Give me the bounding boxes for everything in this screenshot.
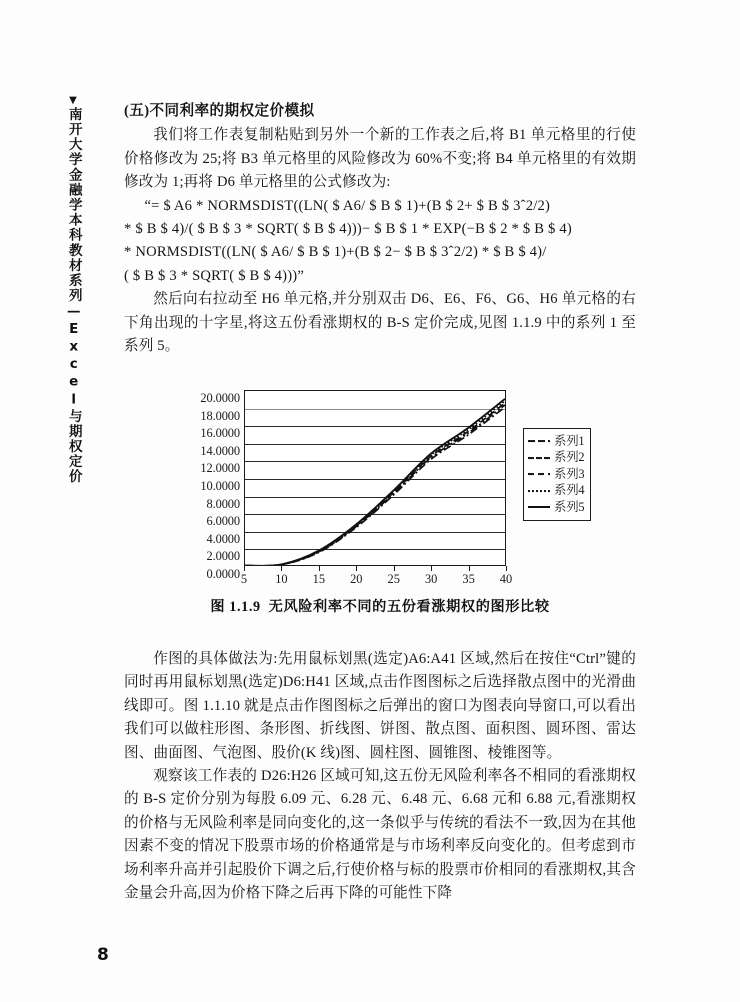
y-tick-label: 8.0000 — [206, 496, 240, 511]
series-line-1 — [245, 407, 505, 566]
legend-label: 系列2 — [554, 450, 585, 465]
x-tick-mark — [244, 566, 245, 571]
body-text-upper — [124, 100, 636, 358]
formula-line-4: ( $ B $ 3 * SQRT( $ B $ 4)))” — [124, 267, 305, 284]
x-tick-mark — [506, 566, 507, 571]
x-tick-label: 20 — [350, 572, 363, 586]
legend-label: 系列5 — [554, 499, 585, 514]
triangle-marker-icon: ▼ — [69, 95, 77, 106]
y-axis-labels — [168, 390, 240, 581]
formula-block — [124, 195, 636, 289]
x-tick-label: 40 — [499, 572, 513, 586]
y-tick-label: 18.0000 — [200, 408, 240, 423]
legend-line-swatch — [528, 469, 550, 479]
x-tick-mark — [469, 566, 470, 571]
y-tick-label: 10.0000 — [200, 479, 240, 493]
legend-item[interactable] — [528, 466, 584, 483]
x-tick-label: 5 — [240, 572, 248, 586]
legend-line-swatch — [528, 502, 550, 512]
body-text-lower — [124, 648, 636, 905]
figure-1-1-9 — [124, 382, 636, 616]
paragraph-1: 我们将工作表复制粘贴到另外一个新的工作表之后,将 B1 单元格里的行使价格修改为 25;将 B3 单元格里的风险修改为 60%不变;将 B4 单元格里的有效期修改为 1;再将 D6 单元格里的公式修改为: — [124, 127, 636, 191]
series-curves — [245, 391, 505, 566]
legend-line-swatch — [528, 486, 550, 496]
paragraph-3: 作图的具体做法为:先用鼠标划黑(选定)A6:A41 区域,然后在按住“Ctrl”键的同时再用鼠标划黑(选定)D6:H41 区域,点击作图图标之后选择散点图中的光滑曲线即可。图 1.1.10 就是点击作图图标之后弹出的窗口为图表向导窗口,可以看出我们可以做柱形图、条形图、折线图、饼图、散点图、面积图、圆环图、雷达图、曲面图、气泡图、股价(K 线)图、圆柱图、圆锥图、棱锥图等。 — [124, 651, 636, 761]
paragraph-2: 然后向右拉动至 H6 单元格,并分别双击 D6、E6、F6、G6、H6 单元格的右下角出现的十字星,将这五份看涨期权的 B-S 定价完成,见图 1.1.9 中的系列 1 至系列 5。 — [124, 291, 636, 355]
y-tick-label: 20.0000 — [200, 391, 240, 405]
y-tick-label: 4.0000 — [206, 531, 240, 546]
legend-label: 系列4 — [554, 483, 585, 498]
y-tick-label: 2.0000 — [206, 549, 240, 564]
y-tick-label: 0.0000 — [206, 567, 240, 581]
legend-label: 系列1 — [554, 433, 585, 448]
legend-item[interactable] — [528, 483, 584, 500]
paragraph-4: 观察该工作表的 D26:H26 区域可知,这五份无风险利率各不相同的看涨期权的 B-S 定价分别为每股 6.09 元、6.28 元、6.48 元、6.68 元和 6.88 元,看涨期权的价格与无风险利率是同向变化的,这一条似乎与传统的看法不一致,因为在其他因素不变的情况下股票市场的价格通常是与市场利率反向变化的。但考虑到市场利率升高并引起股价下调之后,行使价格与标的股票市价相同的看涨期权,其含金量会升高,因为价格下降之后再下降的可能性下降 — [124, 768, 636, 902]
legend-line-swatch — [528, 453, 550, 463]
y-tick-label: 14.0000 — [200, 443, 240, 458]
legend-line-swatch — [528, 436, 550, 446]
series-line-5 — [245, 399, 505, 566]
figure-caption — [124, 596, 636, 616]
section-heading: (五)不同利率的期权定价模拟 — [124, 103, 315, 119]
formula-line-3: * NORMSDIST((LN( $ A6/ $ B $ 1)+(B $ 2− $ B $ 3ˆ2/2) * $ B $ 4)/ — [124, 244, 547, 261]
x-tick-mark — [394, 566, 395, 571]
y-tick-label: 6.0000 — [206, 514, 240, 529]
legend-item[interactable] — [528, 450, 584, 467]
x-tick-label: 30 — [424, 572, 438, 586]
x-tick-label: 35 — [462, 572, 475, 586]
legend-item[interactable] — [528, 433, 584, 450]
formula-line-2: * $ B $ 4)/( $ B $ 3 * SQRT( $ B $ 4)))− $ B $ 1 * EXP(−B $ 2 * $ B $ 4) — [124, 221, 572, 238]
x-tick-label: 15 — [312, 572, 326, 586]
page-number: 8 — [97, 945, 109, 965]
vertical-running-head — [58, 95, 88, 485]
chart — [124, 382, 636, 592]
plot-area — [244, 390, 506, 566]
series-line-3 — [245, 403, 505, 566]
chart-legend — [523, 428, 591, 521]
figure-caption-text: 无风险利率不同的五份看涨期权的图形比较 — [268, 599, 550, 615]
x-tick-mark — [431, 566, 432, 571]
legend-label: 系列3 — [554, 466, 585, 481]
x-tick-mark — [356, 566, 357, 571]
y-tick-label: 16.0000 — [200, 426, 240, 441]
x-tick-mark — [281, 566, 282, 571]
formula-line-1: “= $ A6 * NORMSDIST((LN( $ A6/ $ B $ 1)+(B $ 2+ $ B $ 3ˆ2/2) — [144, 197, 551, 214]
legend-item[interactable] — [528, 499, 584, 516]
running-head-text: 南开大学金融学本科教材系列—Excel与期权定价 — [65, 107, 82, 485]
series-line-4 — [245, 401, 505, 566]
x-tick-label: 25 — [387, 572, 400, 586]
x-tick-mark — [319, 566, 320, 571]
figure-caption-number: 图 1.1.9 — [210, 599, 261, 615]
x-axis — [240, 566, 513, 592]
y-tick-label: 12.0000 — [200, 461, 240, 476]
x-tick-label: 10 — [275, 572, 288, 586]
